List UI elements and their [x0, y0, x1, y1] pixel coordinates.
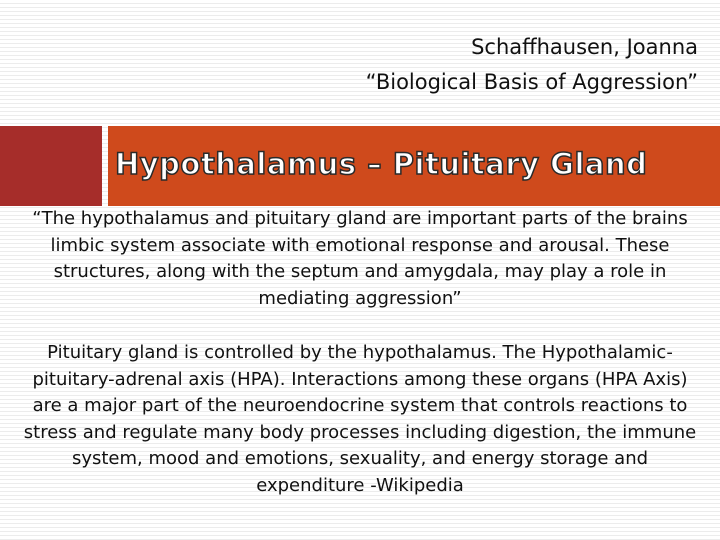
slide-body: [22, 206, 698, 499]
body-paragraph-quote: “The hypothalamus and pituitary gland are important parts of the brains limbic system associate with emotional response and arousal. These structures, along with the septum and amygdala, may play a role in mediating aggression”: [32, 208, 688, 309]
title-accent-block: [0, 126, 102, 206]
source-author: Schaffhausen, Joanna: [471, 35, 698, 59]
slide-title: Hypothalamus – Pituitary Gland: [115, 147, 648, 181]
body-paragraph-hpa: Pituitary gland is controlled by the hypothalamus. The Hypothalamic-pituitary-adrenal axis (HPA). Interactions among these organs (HPA Axis) are a major part of the neuroendocrine system that controls reactions to stress and regulate many body processes including digestion, the immune system, mood and emotions, sexuality, and energy storage and expenditure -Wikipedia: [23, 342, 697, 496]
source-citation: [366, 30, 698, 100]
source-article-title: “Biological Basis of Aggression”: [365, 70, 698, 94]
